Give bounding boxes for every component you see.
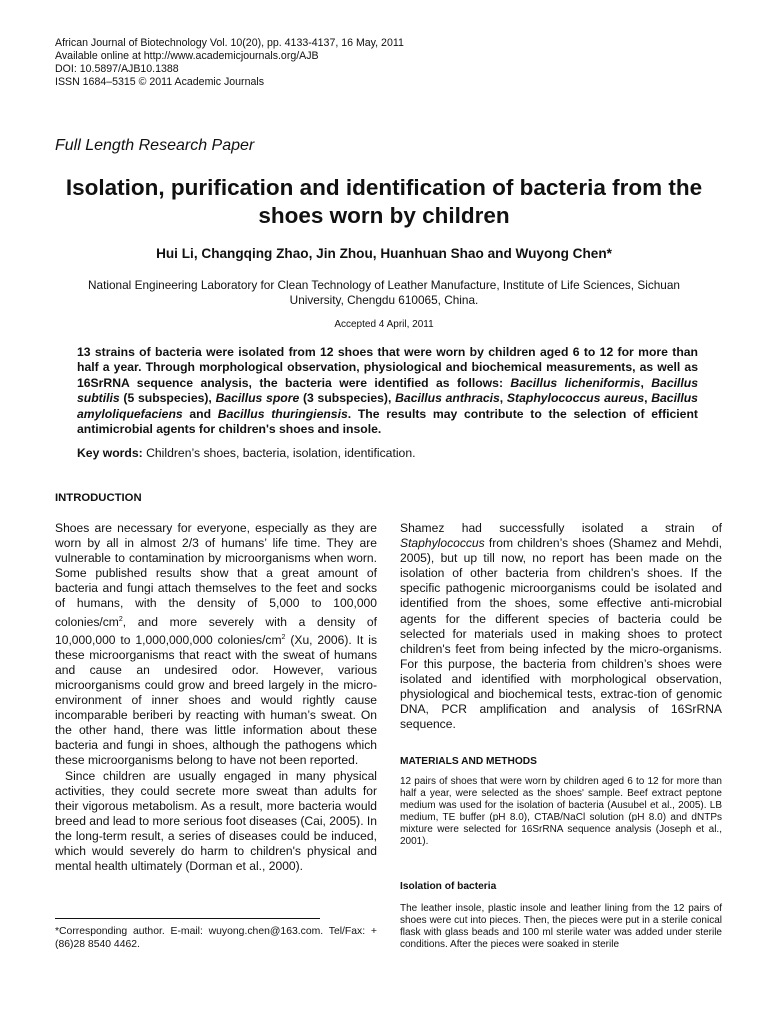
methods-paragraph: 12 pairs of shoes that were worn by children aged 6 to 12 for more than half a year, were selected as the shoes' sample. Beef extract peptone medium was used for the isolation of bacteria (Ausubel et al., 2005). LB medium, TE buffer (pH 8.0), CTAB/NaCl solution (pH 8.0) and dNTPs mixture were selected for 16SrRNA sequence analysis (Joseph et al., 2001). bbox=[400, 776, 722, 848]
superscript: 2 bbox=[281, 633, 286, 641]
isolation-heading: Isolation of bacteria bbox=[400, 881, 497, 892]
abstract-text: and bbox=[182, 406, 218, 421]
journal-citation: African Journal of Biotechnology Vol. 10(20), pp. 4133-4137, 16 May, 2011 bbox=[55, 37, 404, 49]
footnote-rule bbox=[55, 918, 320, 919]
intro-paragraph-2: Since children are usually engaged in many physical activities, they could secrete more sweat than adults for their vigorous metabolism. As a result, more bacteria would breed and lead to more serious foot diseases (Cai, 2005). In the long-term result, a series of diseases could be induced, which would severely do harm to children's physical and mental health ultimately (Dorman et al., 2000). bbox=[55, 768, 378, 874]
abstract-text: (3 subspecies), bbox=[299, 391, 396, 406]
abstract-text: , bbox=[499, 391, 507, 406]
journal-url: Available online at http://www.academicjournals.org/AJB bbox=[55, 50, 319, 62]
journal-header bbox=[55, 37, 404, 89]
superscript: 2 bbox=[118, 615, 123, 623]
paragraph-text: Shamez had successfully isolated a strain of bbox=[400, 521, 722, 535]
abstract-text: (5 subspecies), bbox=[119, 391, 216, 406]
left-column bbox=[55, 521, 377, 874]
keywords-text: Children’s shoes, bacteria, isolation, identification. bbox=[142, 446, 416, 460]
species-name: Staphylococcus bbox=[400, 536, 485, 551]
paragraph-text: Shoes are necessary for everyone, especially as they are worn by all in almost 2/3 of humans’ life time. They are vulnerable to contamination by microorganisms when worn. Some published results show that a great amount of bacteria and fungi attach themselves to the feet and socks of humans, with the density of 5,000 to 100,000 colonies/cm bbox=[55, 521, 377, 629]
paragraph-text: (Xu, 2006). It is these microorganisms that react with the sweat of humans and cause an undesired odor. However, various microorganisms could grow and breed largely in the micro-environment of inner shoes and would rightly cause incomparable beriberi by reacting with human’s sweat. On the other hand, there was little information about these bacteria and fungi in shoes, although the pathogens which these microorganisms belong to have not been reported. bbox=[55, 632, 377, 768]
species-name: Bacillus amyloliquefaciens bbox=[77, 391, 698, 421]
abstract-text: , bbox=[640, 375, 652, 390]
keywords bbox=[77, 446, 698, 460]
abstract-text: , bbox=[644, 391, 652, 406]
methods-heading: MATERIALS AND METHODS bbox=[400, 756, 537, 767]
introduction-heading: INTRODUCTION bbox=[55, 492, 142, 504]
intro-paragraph-3 bbox=[400, 521, 722, 732]
affiliation: National Engineering Laboratory for Clean Technology of Leather Manufacture, Institute of Life Sciences, Sichuan University, Chengdu 610065, China. bbox=[88, 278, 680, 307]
journal-doi: DOI: 10.5897/AJB10.1388 bbox=[55, 63, 179, 75]
right-column bbox=[400, 521, 722, 732]
author-list: Hui Li, Changqing Zhao, Jin Zhou, Huanhuan Shao and Wuyong Chen* bbox=[156, 246, 612, 261]
intro-paragraph-1 bbox=[55, 521, 377, 769]
accepted-date: Accepted 4 April, 2011 bbox=[334, 319, 434, 330]
keywords-label: Key words: bbox=[77, 446, 143, 460]
paper-title: Isolation, purification and identification of bacteria from the shoes worn by children bbox=[65, 175, 703, 228]
footnote: *Corresponding author. E-mail: wuyong.chen@163.com. Tel/Fax: + (86)28 8540 4462. bbox=[55, 926, 377, 950]
paragraph-text: , and more severely with a density of 10,000,000 to 1,000,000,000 colonies/cm bbox=[55, 614, 377, 647]
species-name: Bacillus spore bbox=[215, 391, 300, 406]
journal-issn: ISSN 1684–5315 © 2011 Academic Journals bbox=[55, 76, 265, 88]
isolation-paragraph: The leather insole, plastic insole and leather lining from the 12 pairs of shoes were cut into pieces. Then, the pieces were put in a sterile conical flask with glass beads and 100 ml sterile water was added under sterile conditions. After the pieces were soaked in sterile bbox=[400, 903, 722, 951]
abstract bbox=[77, 345, 698, 437]
species-name: Bacillus thuringiensis bbox=[217, 406, 348, 421]
species-name: Bacillus licheniformis bbox=[510, 375, 641, 390]
abstract-text: 13 strains of bacteria were isolated from 12 shoes that were worn by children aged 6 to 12 for more than half a year. Through morphological observation, physiological and biochemical measurements, as well as 16SrRNA sequence analysis, the bacteria were identified as follows: bbox=[77, 345, 698, 390]
species-name: Bacillus anthracis bbox=[395, 391, 500, 406]
abstract-text: . The results may contribute to the selection of efficient antimicrobial agents for children's shoes and insole. bbox=[77, 406, 698, 437]
species-name: Staphylococcus aureus bbox=[506, 391, 645, 406]
paragraph-text: from children’s shoes (Shamez and Mehdi, 2005), but up till now, no report has been made on the isolation of other bacteria from children’s shoes. If the specific pathogenic microorganisms could be isolated and identified from the shoes, some effective anti-microbial agents for the different species of bacteria could be selected for materials used in making shoes to protect children's feet from being infected by the micro-organisms. For this purpose, the bacteria from children’s shoes were isolated and identified with morphological observation, physiological and biochemical tests, extrac-tion of genomic DNA, PCR amplification and analysis of 16SrRNA sequence. bbox=[400, 536, 722, 732]
species-name: Bacillus subtilis bbox=[77, 375, 698, 406]
paper-type: Full Length Research Paper bbox=[55, 137, 255, 154]
